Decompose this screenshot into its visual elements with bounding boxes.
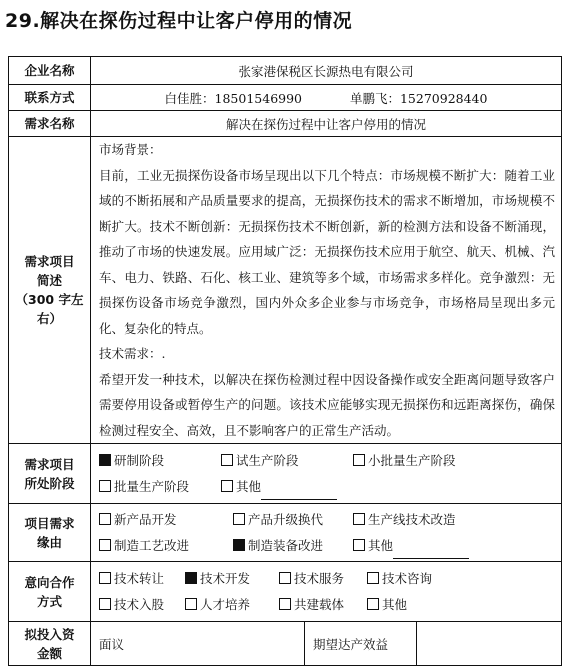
stage-option[interactable]	[99, 474, 207, 500]
stage-label-line: 所处阶段	[24, 475, 75, 491]
checkbox-icon[interactable]	[185, 598, 197, 610]
option-label: 制造工艺改进	[114, 537, 190, 553]
option-label: 其他	[381, 596, 407, 612]
option-label: 共建载体	[293, 596, 344, 612]
option-label: 新产品开发	[114, 511, 177, 527]
checkbox-checked-icon[interactable]	[99, 454, 111, 466]
option-label: 研制阶段	[114, 452, 165, 468]
option-label: 技术咨询	[381, 570, 432, 586]
option-label: 制造装备改进	[247, 537, 323, 553]
market-background-heading: 市场背景：	[99, 142, 162, 157]
tech-need-heading: 技术需求：.	[99, 346, 166, 361]
page-title: 29.解决在探伤过程中让客户停用的情况	[5, 10, 353, 32]
cooperation-option[interactable]	[185, 566, 265, 592]
option-label: 技术入股	[114, 596, 165, 612]
cooperation-row	[9, 562, 562, 622]
stage-options	[91, 444, 562, 504]
checkbox-icon[interactable]	[353, 539, 365, 551]
checkbox-icon[interactable]	[99, 513, 111, 525]
option-label: 技术服务	[293, 570, 344, 586]
company-label: 企业名称	[9, 57, 91, 85]
checkbox-icon[interactable]	[221, 454, 233, 466]
cooperation-option[interactable]	[99, 592, 171, 618]
origin-label-line: 项目需求	[24, 515, 75, 531]
origin-label-line: 缘由	[36, 534, 62, 550]
origin-option[interactable]	[233, 533, 339, 559]
checkbox-icon[interactable]	[367, 598, 379, 610]
company-row	[9, 57, 562, 85]
summary-label-line: （300 字左	[15, 292, 84, 307]
need-name-row	[9, 111, 562, 137]
checkbox-checked-icon[interactable]	[185, 572, 197, 584]
summary-label-line: 右）	[36, 311, 62, 326]
origin-option[interactable]	[99, 507, 219, 533]
stage-label	[9, 444, 91, 504]
origin-label	[9, 504, 91, 562]
summary-label-line: 需求项目	[24, 254, 75, 269]
checkbox-icon[interactable]	[99, 539, 111, 551]
cooperation-option[interactable]	[367, 566, 432, 592]
cooperation-options	[91, 562, 562, 622]
need-name-label: 需求名称	[9, 111, 91, 137]
stage-option[interactable]	[99, 448, 207, 474]
checkbox-icon[interactable]	[353, 513, 365, 525]
checkbox-icon[interactable]	[233, 513, 245, 525]
checkbox-checked-icon[interactable]	[233, 539, 245, 551]
company-value: 张家港保税区长源热电有限公司	[91, 57, 562, 85]
checkbox-icon[interactable]	[279, 572, 291, 584]
origin-option[interactable]	[353, 507, 456, 533]
stage-option[interactable]	[221, 474, 337, 500]
contact-person-2: 单鹏飞：15270928440	[349, 90, 488, 106]
expected-benefit-value[interactable]	[417, 622, 562, 666]
summary-label-line: 简述	[36, 273, 62, 288]
investment-label	[9, 622, 91, 666]
tech-need-text: 希望开发一种技术，以解决在探伤检测过程中因设备操作或安全距离问题导致客户需要停用设备或暂停生产的问题。该技术应能够实现无损探伤和远距离探伤，确保检测过程安全、高效，且不影响客户的正常生产活动。	[99, 371, 555, 438]
stage-row	[9, 444, 562, 504]
option-label: 小批量生产阶段	[367, 452, 456, 468]
origin-option[interactable]	[99, 533, 219, 559]
stage-option[interactable]	[353, 448, 456, 474]
option-label: 产品升级换代	[247, 511, 323, 527]
origin-option[interactable]	[233, 507, 339, 533]
cooperation-label-line: 意向合作	[24, 574, 75, 590]
cooperation-option[interactable]	[185, 592, 265, 618]
checkbox-icon[interactable]	[221, 480, 233, 492]
option-label: 试生产阶段	[235, 452, 299, 468]
origin-option[interactable]	[353, 533, 469, 559]
contact-row	[9, 85, 562, 111]
option-label: 技术转让	[114, 570, 165, 586]
option-label: 批量生产阶段	[114, 478, 190, 494]
origin-options	[91, 504, 562, 562]
checkbox-icon[interactable]	[99, 598, 111, 610]
cooperation-option[interactable]	[279, 592, 353, 618]
checkbox-icon[interactable]	[353, 454, 365, 466]
cooperation-option[interactable]	[279, 566, 353, 592]
investment-label-line: 金额	[36, 645, 62, 661]
stage-label-line: 需求项目	[24, 456, 75, 472]
cooperation-label	[9, 562, 91, 622]
other-fill-line[interactable]	[261, 485, 337, 500]
investment-row	[9, 622, 562, 666]
contact-label: 联系方式	[9, 85, 91, 111]
other-fill-line[interactable]	[393, 544, 469, 559]
investment-value: 面议	[91, 622, 305, 666]
cooperation-option[interactable]	[367, 592, 407, 618]
investment-label-line: 拟投入资	[24, 626, 75, 642]
summary-label	[9, 137, 91, 444]
checkbox-icon[interactable]	[99, 480, 111, 492]
market-background-text: 目前，工业无损探伤设备市场呈现出以下几个特点：市场规模不断扩大：随着工业域的不断拓展和产品质量要求的提高，无损探伤技术的需求不断增加，市场规模不断扩大。技术不断创新：无损探伤技术不断创新，新的检测方法和设备不断涌现，推动了市场的快速发展。应用域广泛：无损探伤技术应用于航空、航天、机械、汽车、电力、铁路、石化、核工业、建筑等多个域，市场需求多样化。竞争激烈：无损探伤设备市场竞争激烈，国内外众多企业参与市场竞争，市场格局呈现出多元化、复杂化的特点。	[99, 167, 555, 336]
option-label: 其他	[367, 537, 393, 553]
expected-benefit-label: 期望达产效益	[305, 622, 417, 666]
cooperation-option[interactable]	[99, 566, 171, 592]
option-label: 其他	[235, 478, 261, 494]
contact-person-1: 白佳胜：18501546990	[164, 90, 303, 106]
contact-value	[91, 85, 562, 111]
requirement-form-table	[8, 56, 562, 666]
summary-content	[91, 137, 562, 444]
stage-option[interactable]	[221, 448, 339, 474]
checkbox-icon[interactable]	[279, 598, 291, 610]
option-label: 人才培养	[199, 596, 250, 612]
cooperation-label-line: 方式	[36, 593, 62, 609]
checkbox-icon[interactable]	[367, 572, 379, 584]
origin-row	[9, 504, 562, 562]
need-name-value: 解决在探伤过程中让客户停用的情况	[91, 111, 562, 137]
option-label: 生产线技术改造	[367, 511, 456, 527]
checkbox-icon[interactable]	[99, 572, 111, 584]
option-label: 技术开发	[199, 570, 250, 586]
summary-row	[9, 137, 562, 444]
